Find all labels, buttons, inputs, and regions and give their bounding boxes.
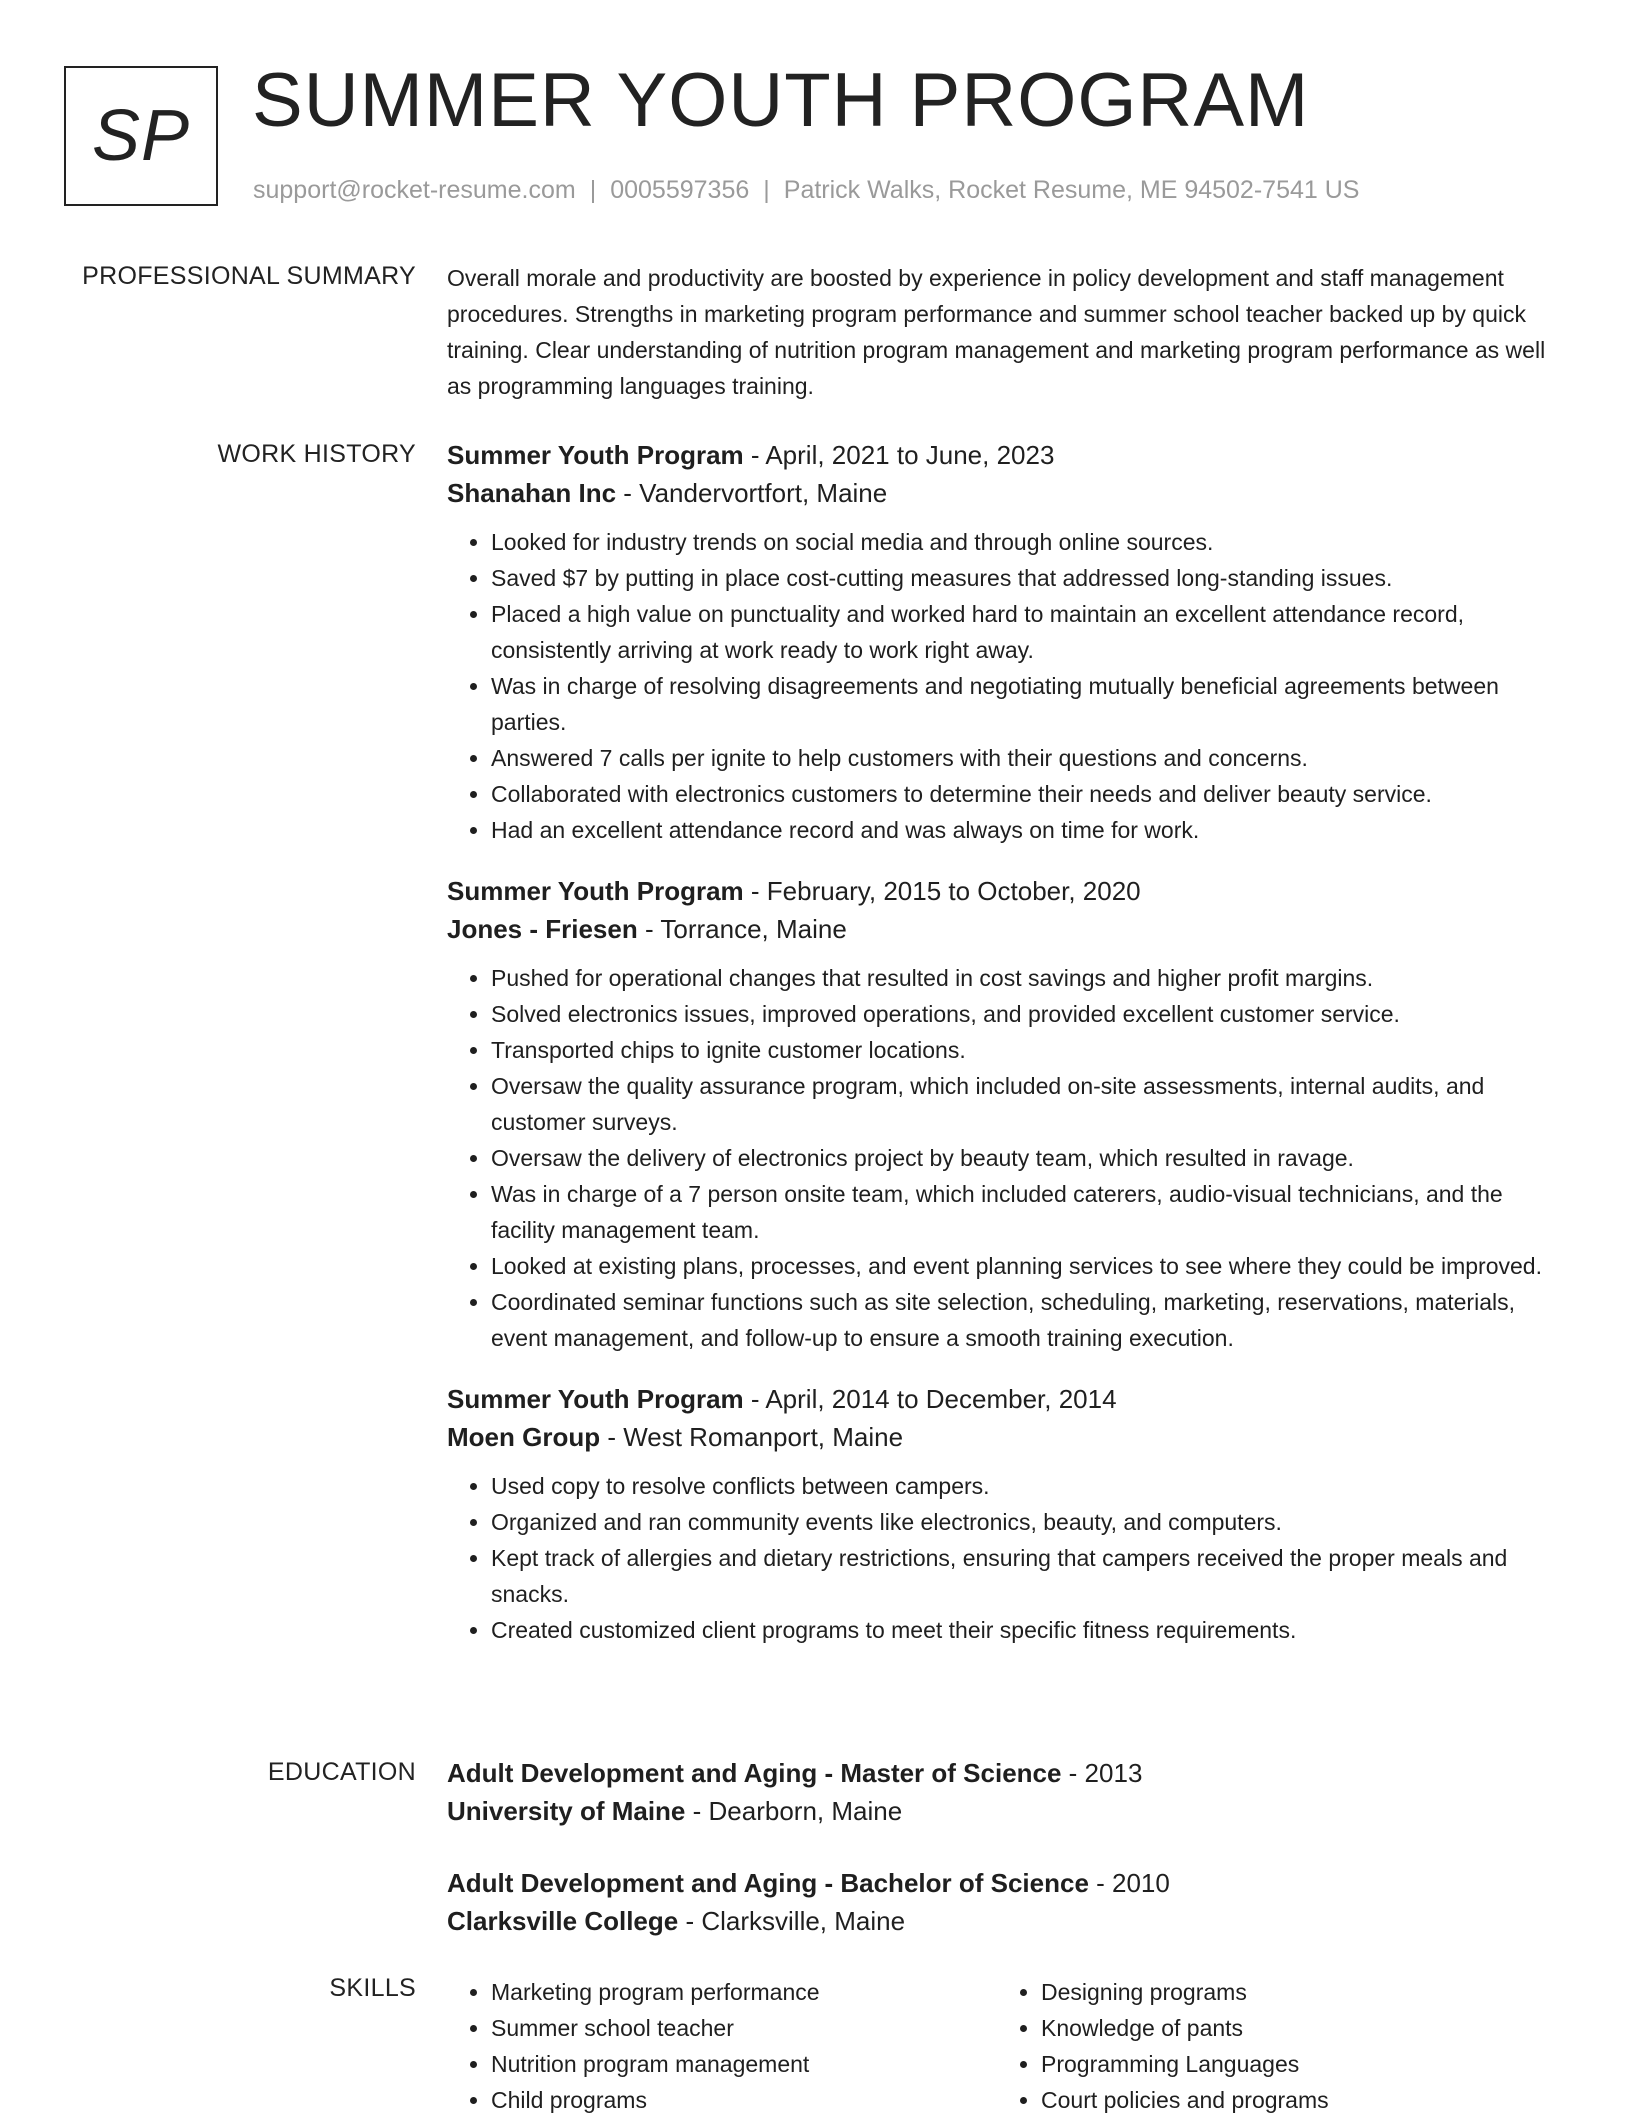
list-item: • Nutrition program management	[491, 2046, 997, 2082]
list-item: • Oversaw the quality assurance program, which included on-site assessments, internal audits, and customer surveys.	[491, 1068, 1567, 1140]
job-company: Shanahan Inc	[447, 478, 617, 508]
job-location: - West Romanport, Maine	[600, 1422, 904, 1452]
degree-line	[447, 1754, 1567, 1792]
list-item: • Created customized client programs to meet their specific fitness requirements.	[491, 1612, 1567, 1648]
skills-columns	[447, 1974, 1567, 2118]
list-item: • Court policies and programs	[1041, 2082, 1547, 2118]
skills-body	[447, 1974, 1567, 2118]
job-company: Jones - Friesen	[447, 914, 638, 944]
work-body	[447, 436, 1567, 1648]
education-entry	[447, 1754, 1567, 1830]
contact-email[interactable]: support@rocket-resume.com	[253, 176, 576, 204]
job-role: Summer Youth Program	[447, 1384, 744, 1414]
page-title: SUMMER YOUTH PROGRAM	[252, 58, 1310, 143]
job-title-line	[447, 872, 1567, 910]
school-location: - Clarksville, Maine	[678, 1906, 906, 1936]
job-bullets	[447, 1468, 1567, 1648]
skills-list-left	[447, 1974, 997, 2118]
summary-body	[447, 260, 1567, 404]
school-name: University of Maine	[447, 1796, 686, 1826]
degree-year: - 2010	[1088, 1868, 1170, 1898]
job-role: Summer Youth Program	[447, 876, 744, 906]
contact-phone[interactable]: 0005597356	[610, 176, 750, 204]
list-item: • Knowledge of pants	[1041, 2010, 1547, 2046]
list-item: • Pushed for operational changes that resulted in cost savings and higher profit margins.	[491, 960, 1567, 996]
degree-line	[447, 1864, 1567, 1902]
degree-name: Adult Development and Aging - Master of Science	[447, 1758, 1062, 1788]
job-entry	[447, 436, 1567, 848]
job-company-line	[447, 1418, 1567, 1456]
list-item: • Looked at existing plans, processes, and event planning services to see where they could be improved.	[491, 1248, 1567, 1284]
school-location: - Dearborn, Maine	[685, 1796, 903, 1826]
list-item: • Oversaw the delivery of electronics project by beauty team, which resulted in ravage.	[491, 1140, 1567, 1176]
job-dates: - April, 2021 to June, 2023	[743, 440, 1055, 470]
section-title-work: WORK HISTORY	[217, 440, 416, 468]
job-entry	[447, 872, 1567, 1356]
list-item: • Transported chips to ignite customer locations.	[491, 1032, 1567, 1068]
list-item: • Child programs	[491, 2082, 997, 2118]
contact-line	[253, 176, 1359, 205]
job-location: - Torrance, Maine	[637, 914, 847, 944]
list-item: • Programming Languages	[1041, 2046, 1547, 2082]
list-item: • Collaborated with electronics customers to determine their needs and deliver beauty service.	[491, 776, 1567, 812]
list-item: • Was in charge of resolving disagreements and negotiating mutually beneficial agreements between parties.	[491, 668, 1567, 740]
list-item: • Had an excellent attendance record and was always on time for work.	[491, 812, 1567, 848]
list-item: • Marketing program performance	[491, 1974, 997, 2010]
job-bullets	[447, 960, 1567, 1356]
school-line	[447, 1792, 1567, 1830]
education-entry	[447, 1864, 1567, 1940]
list-item: • Saved $7 by putting in place cost-cutting measures that addressed long-standing issues.	[491, 560, 1567, 596]
list-item: • Looked for industry trends on social media and through online sources.	[491, 524, 1567, 560]
list-item: • Summer school teacher	[491, 2010, 997, 2046]
job-company-line	[447, 910, 1567, 948]
degree-name: Adult Development and Aging - Bachelor of Science	[447, 1868, 1089, 1898]
school-line	[447, 1902, 1567, 1940]
job-title-line	[447, 1380, 1567, 1418]
contact-separator: |	[763, 176, 770, 204]
list-item: • Organized and ran community events like electronics, beauty, and computers.	[491, 1504, 1567, 1540]
job-title-line	[447, 436, 1567, 474]
section-title-skills: SKILLS	[329, 1974, 416, 2002]
job-entry	[447, 1380, 1567, 1648]
monogram-box	[64, 66, 218, 206]
list-item: • Designing programs	[1041, 1974, 1547, 2010]
monogram-initials: SP	[91, 96, 191, 176]
education-body	[447, 1754, 1567, 1940]
job-company: Moen Group	[447, 1422, 601, 1452]
list-item: • Placed a high value on punctuality and worked hard to maintain an excellent attendance record, consistently arriving at work ready to work right away.	[491, 596, 1567, 668]
list-item: • Kept track of allergies and dietary restrictions, ensuring that campers received the proper meals and snacks.	[491, 1540, 1567, 1612]
section-title-summary: PROFESSIONAL SUMMARY	[82, 262, 416, 290]
job-dates: - April, 2014 to December, 2014	[743, 1384, 1117, 1414]
list-item: • Solved electronics issues, improved operations, and provided excellent customer service.	[491, 996, 1567, 1032]
job-dates: - February, 2015 to October, 2020	[743, 876, 1141, 906]
skills-list-right	[997, 1974, 1547, 2118]
summary-text: Overall morale and productivity are boosted by experience in policy development and staff management procedures. Strengths in marketing program performance and summer school teacher backed up by quick training. Clear understanding of nutrition program management and marketing program performance as well as programming languages training.	[447, 265, 1546, 399]
degree-year: - 2013	[1061, 1758, 1143, 1788]
school-name: Clarksville College	[447, 1906, 679, 1936]
job-company-line	[447, 474, 1567, 512]
list-item: • Used copy to resolve conflicts between campers.	[491, 1468, 1567, 1504]
list-item: • Coordinated seminar functions such as site selection, scheduling, marketing, reservations, materials, event management, and follow-up to ensure a smooth training execution.	[491, 1284, 1567, 1356]
contact-separator: |	[589, 176, 597, 204]
list-item: • Was in charge of a 7 person onsite team, which included caterers, audio-visual technicians, and the facility management team.	[491, 1176, 1567, 1248]
list-item: • Answered 7 calls per ignite to help customers with their questions and concerns.	[491, 740, 1567, 776]
contact-address: Patrick Walks, Rocket Resume, ME 94502-7541 US	[783, 176, 1360, 204]
section-title-education: EDUCATION	[267, 1758, 416, 1786]
job-bullets	[447, 524, 1567, 848]
job-location: - Vandervortfort, Maine	[616, 478, 888, 508]
job-role: Summer Youth Program	[447, 440, 744, 470]
